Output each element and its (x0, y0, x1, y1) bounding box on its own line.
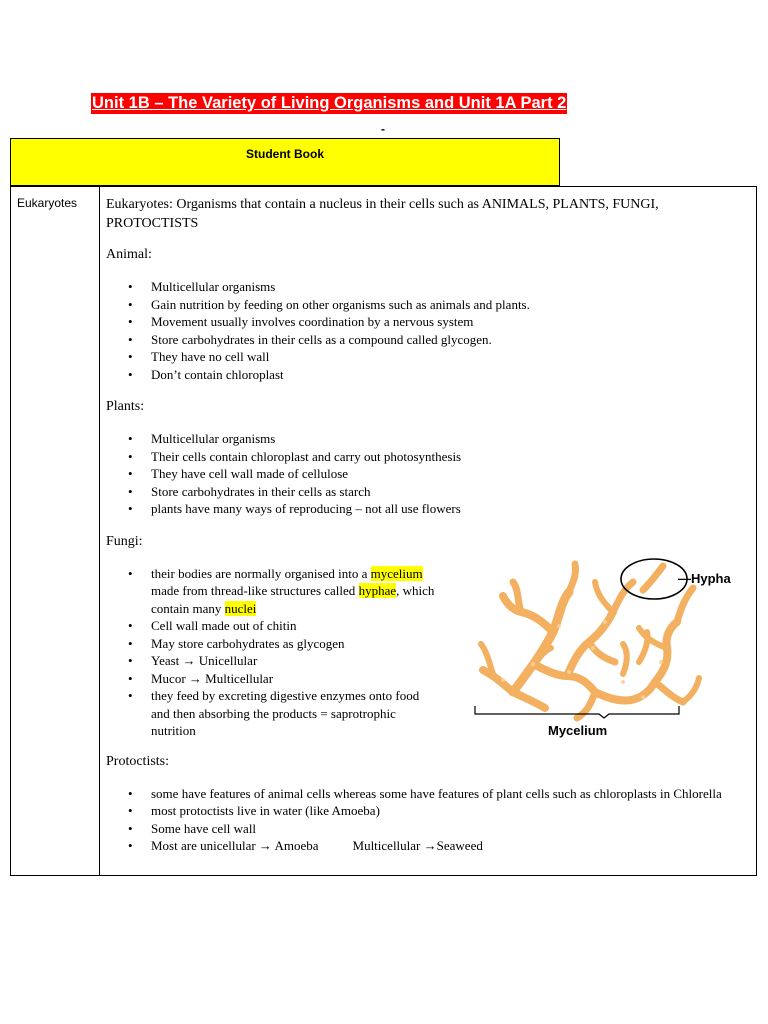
notes-table (10, 186, 757, 876)
plants-list (106, 430, 746, 518)
list-item: • Movement usually involves coordination by a nervous system (106, 313, 746, 331)
list-item (106, 837, 746, 855)
fungi-text: their bodies are normally organised into a (151, 565, 371, 581)
title-dash: - (381, 122, 385, 136)
animal-heading: Animal: (106, 247, 152, 262)
list-item: • Their cells contain chloroplast and carry out photosynthesis (106, 448, 746, 466)
list-item: • Don’t contain chloroplast (106, 366, 746, 384)
notes-content (106, 196, 746, 855)
page-title: Unit 1B – The Variety of Living Organisms and Unit 1A Part 2 (92, 94, 567, 112)
list-item: • Cell wall made out of chitin (106, 617, 436, 635)
fungi-text: , which contain many (151, 583, 435, 616)
list-item: • Yeast → Unicellular (106, 652, 436, 670)
protoctists-heading: Protoctists: (106, 753, 170, 769)
list-item: • They have no cell wall (106, 348, 746, 366)
fungi-list (106, 565, 436, 740)
list-item: • they feed by excreting digestive enzymes onto food and then absorbing the products = saprotrophic nutrition (106, 687, 436, 740)
list-item: • some have features of animal cells whereas some have features of plant cells such as chloroplasts in Chlorella (106, 785, 746, 803)
list-item: • plants have many ways of reproducing – not all use flowers (106, 500, 746, 518)
animal-list (106, 278, 746, 383)
protoctists-unicellular: Most are unicellular → Amoeba (151, 838, 319, 853)
intro-text: Eukaryotes: Organisms that contain a nucleus in their cells such as ANIMALS, PLANTS, FUNGI, PROTOCTISTS (106, 197, 659, 231)
list-item: • Multicellular organisms (106, 430, 746, 448)
hypha-label: —Hypha (678, 571, 731, 586)
highlight-hyphae: hyphae (358, 583, 397, 598)
list-item: • Gain nutrition by feeding on other organisms such as animals and plants. (106, 296, 746, 314)
highlight-nuclei: nuclei (224, 600, 257, 616)
side-label: Eukaryotes (17, 196, 78, 210)
plants-heading: Plants: (106, 399, 145, 414)
highlight-mycelium: mycelium (370, 565, 423, 581)
list-item (106, 565, 436, 618)
list-item: • May store carbohydrates as glycogen (106, 635, 436, 653)
table-header (10, 138, 560, 186)
mycelium-figure (473, 552, 735, 744)
protoctists-list (106, 785, 746, 855)
fungi-heading: Fungi: (106, 533, 143, 549)
list-item: • Some have cell wall (106, 820, 746, 838)
list-item: • most protoctists live in water (like Amoeba) (106, 802, 746, 820)
table-header-label: Student Book (246, 147, 324, 161)
protoctists-multicellular: Multicellular →Seaweed (352, 838, 483, 853)
list-item: • Store carbohydrates in their cells as starch (106, 483, 746, 501)
column-divider (99, 187, 100, 875)
list-item: • Mucor → Multicellular (106, 670, 436, 688)
fungi-text: made from thread-like structures called (151, 583, 359, 598)
mycelium-label: Mycelium (548, 723, 608, 738)
list-item: • They have cell wall made of cellulose (106, 465, 746, 483)
list-item: • Store carbohydrates in their cells as a compound called glycogen. (106, 331, 746, 349)
list-item: • Multicellular organisms (106, 278, 746, 296)
